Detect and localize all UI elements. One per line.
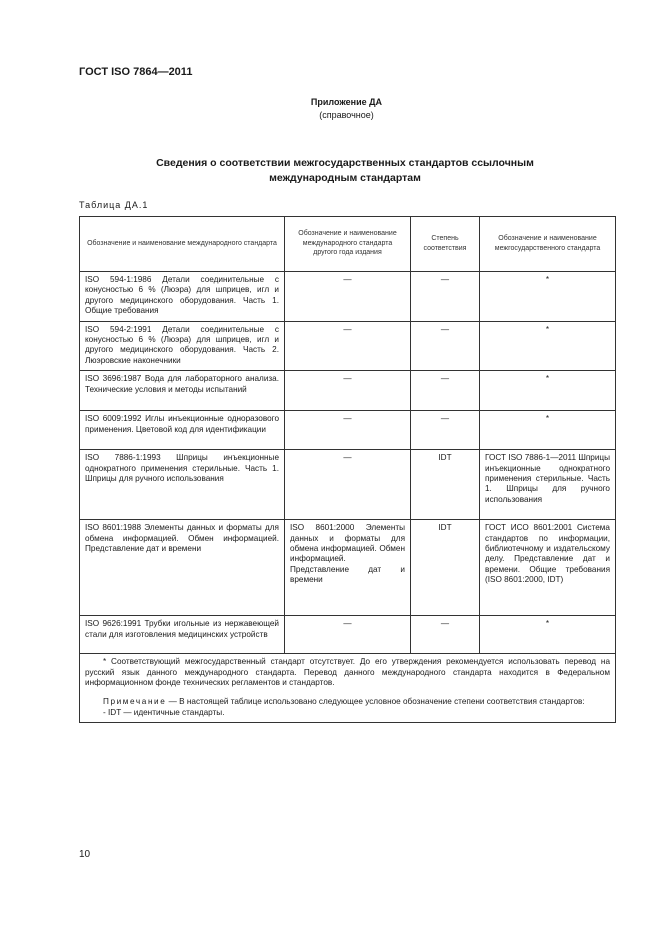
table-row <box>80 272 616 322</box>
header-other-year-standard: Обозначение и наименование международного стандарта другого года издания <box>285 217 411 272</box>
cell-degree: — <box>411 371 480 411</box>
cell-interstate-standard: ГОСТ ИСО 8601:2001 Система стандартов по информации, библиотечному и издательскому делу. Представление дат и времени. Общие требования (ISO 8601:2000, IDT) <box>480 520 616 616</box>
table-notes-row <box>80 654 616 723</box>
appendix-heading <box>0 96 661 122</box>
cell-degree: — <box>411 411 480 450</box>
footnote-text: * Соответствующий межгосударственный стандарт отсутствует. До его утверждения рекомендуется использовать перевод на русский язык данного международного стандарта. Перевод данного международного стандарта находится в Федеральном информационном фонде технических регламентов и стандартов. <box>85 657 610 688</box>
cell-intl-standard: ISO 6009:1992 Иглы инъекционные одноразового применения. Цветовой код для идентификации <box>80 411 285 450</box>
note-text: — В настоящей таблице использовано следующее условное обозначение степени соответствия стандартов: <box>166 697 585 707</box>
cell-interstate-standard: * <box>480 272 616 322</box>
note-paragraph <box>85 697 610 708</box>
cell-interstate-standard: * <box>480 321 616 371</box>
document-code: ГОСТ ISO 7864—2011 <box>79 66 193 78</box>
cell-intl-standard: ISO 9626:1991 Трубки игольные из нержавеющей стали для изготовления медицинских устройств <box>80 616 285 654</box>
note-item: - IDT — идентичные стандарты. <box>103 707 225 717</box>
note-label: Примечание <box>103 697 167 707</box>
header-degree-of-correspondence: Степень соответствия <box>411 217 480 272</box>
cell-other-standard: — <box>285 411 411 450</box>
section-title <box>110 156 580 186</box>
section-title-line2: международным стандартам <box>269 172 421 184</box>
cell-intl-standard: ISO 3696:1987 Вода для лабораторного анализа. Технические условия и методы испытаний <box>80 371 285 411</box>
cell-interstate-standard: * <box>480 616 616 654</box>
cell-other-standard: — <box>285 450 411 520</box>
appendix-title: Приложение ДА <box>310 97 383 107</box>
cell-degree: IDT <box>411 520 480 616</box>
cell-degree: IDT <box>411 450 480 520</box>
table-notes <box>80 654 616 723</box>
cell-intl-standard: ISO 594-2:1991 Детали соединительные с конусностью 6 % (Люэра) для шприцев, игл и другого медицинского оборудования. Часть 2. Люэровские наконечники <box>80 321 285 371</box>
cell-other-standard: — <box>285 321 411 371</box>
table-row <box>80 321 616 371</box>
cell-degree: — <box>411 272 480 322</box>
table-row <box>80 371 616 411</box>
correspondence-table <box>79 216 616 723</box>
table-header-row <box>80 217 616 272</box>
cell-other-standard: ISO 8601:2000 Элементы данных и форматы для обмена информацией. Обмен информацией. Представление дат и времени <box>285 520 411 616</box>
cell-interstate-standard: ГОСТ ISO 7886-1—2011 Шприцы инъекционные однократного применения стерильные. Часть 1. Шприцы для ручного использования <box>480 450 616 520</box>
section-title-line1: Сведения о соответствии межгосударственных стандартов ссылочным <box>156 157 534 169</box>
cell-intl-standard: ISO 7886-1:1993 Шприцы инъекционные однократного применения стерильные. Часть 1. Шприцы для ручного использования <box>80 450 285 520</box>
cell-degree: — <box>411 616 480 654</box>
cell-interstate-standard: * <box>480 371 616 411</box>
table-row <box>80 616 616 654</box>
cell-interstate-standard: * <box>480 411 616 450</box>
page-number: 10 <box>79 849 91 860</box>
appendix-subtitle: (справочное) <box>319 110 374 120</box>
table-label: Таблица ДА.1 <box>79 200 149 210</box>
cell-other-standard: — <box>285 616 411 654</box>
table-row <box>80 520 616 616</box>
cell-other-standard: — <box>285 272 411 322</box>
table-row <box>80 411 616 450</box>
table-row <box>80 450 616 520</box>
cell-intl-standard: ISO 8601:1988 Элементы данных и форматы для обмена информацией. Обмен информацией. Представление дат и времени <box>80 520 285 616</box>
cell-degree: — <box>411 321 480 371</box>
cell-other-standard: — <box>285 371 411 411</box>
header-interstate-standard: Обозначение и наименование межгосударственного стандарта <box>480 217 616 272</box>
cell-intl-standard: ISO 594-1:1986 Детали соединительные с конусностью 6 % (Люэра) для шприцев, игл и другого медицинского оборудования. Часть 1. Общие требования <box>80 272 285 322</box>
header-international-standard: Обозначение и наименование международного стандарта <box>80 217 285 272</box>
